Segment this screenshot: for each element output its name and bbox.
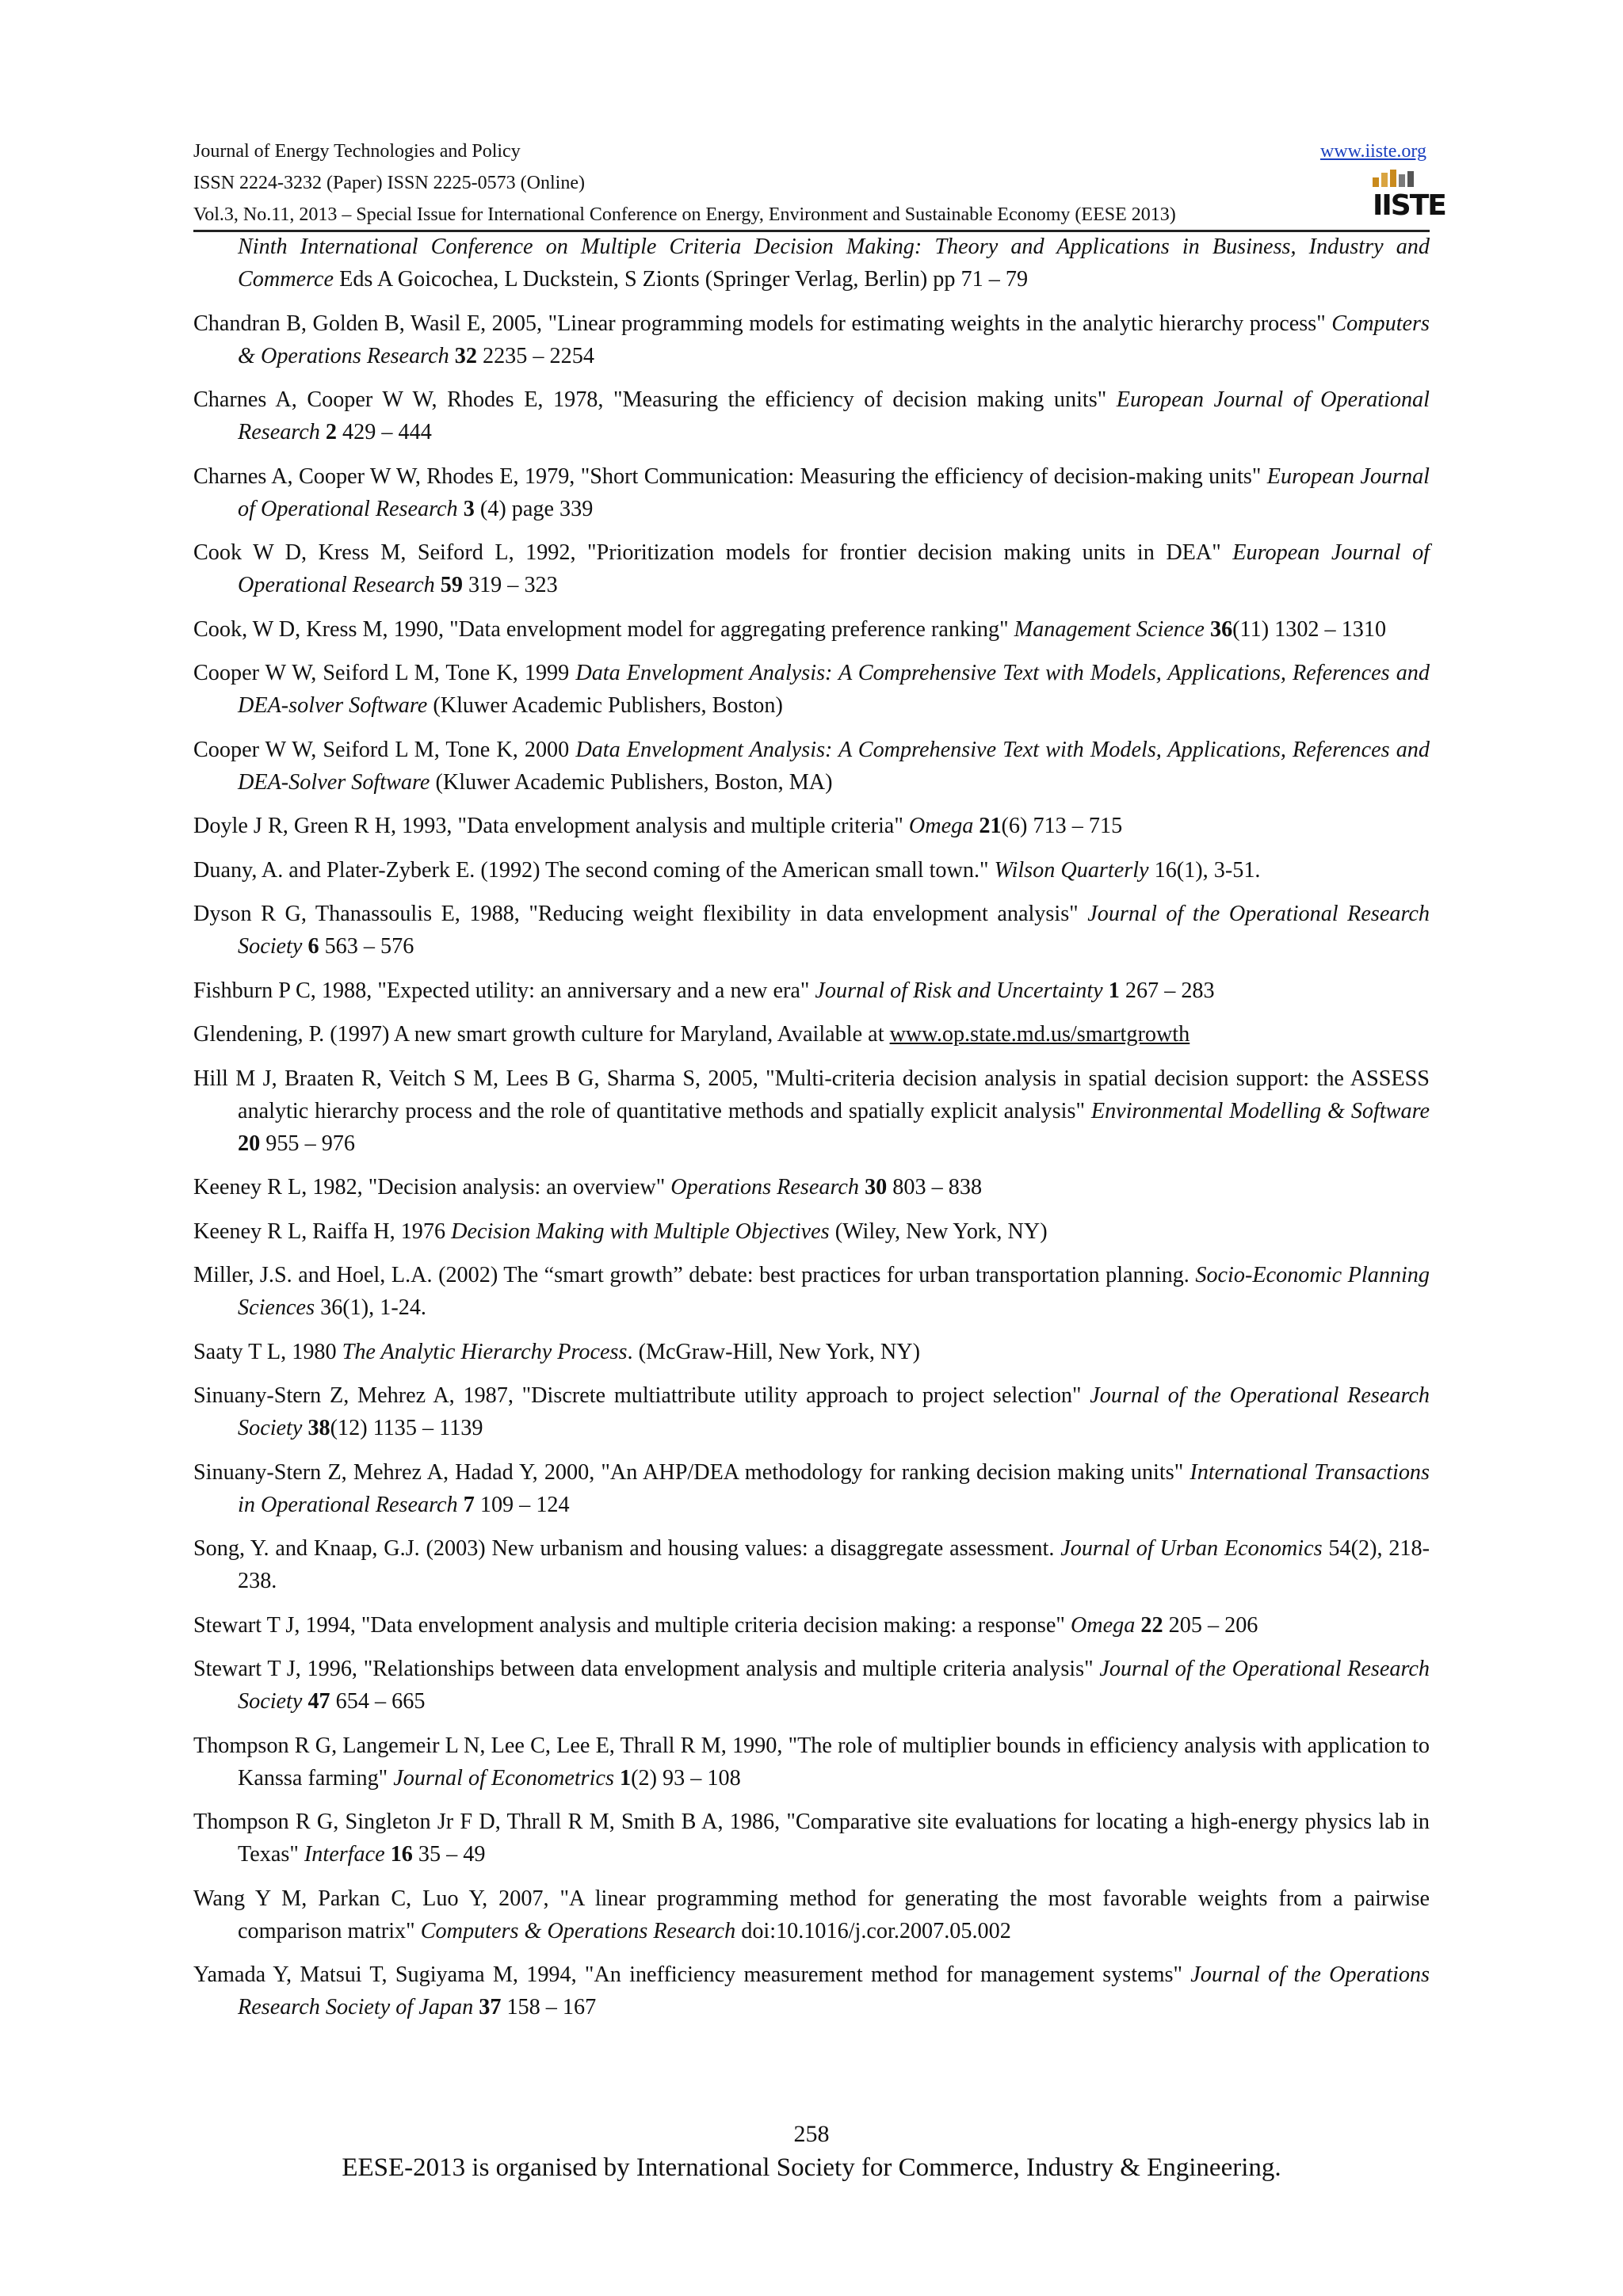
reference-text: Sinuany-Stern Z, Mehrez A, 1987, "Discrete multiattribute utility approach to project selection" Journal of the Operational Research Society 38(12) 1135 – 1139: [193, 1383, 1430, 1440]
reference-item: [193, 536, 1430, 601]
reference-text: Stewart T J, 1994, "Data envelopment analysis and multiple criteria decision making: a response" Omega 22 205 – 206: [193, 1612, 1258, 1638]
reference-text: Sinuany-Stern Z, Mehrez A, Hadad Y, 2000, "An AHP/DEA methodology for ranking decision making units" International Transactions in Operational Research 7 109 – 124: [193, 1459, 1430, 1517]
reference-item: [193, 1609, 1430, 1642]
reference-text: Cook, W D, Kress M, 1990, "Data envelopment model for aggregating preference ranking" Management Science 36(11) 1302 – 1310: [193, 616, 1387, 642]
reference-text: Saaty T L, 1980 The Analytic Hierarchy Process. (McGraw-Hill, New York, NY): [193, 1339, 921, 1364]
reference-text: Fishburn P C, 1988, "Expected utility: an anniversary and a new era" Journal of Risk and Uncertainty 1 267 – 283: [193, 978, 1215, 1003]
reference-item: [193, 974, 1430, 1007]
reference-text: Keeney R L, 1982, "Decision analysis: an overview" Operations Research 30 803 – 838: [193, 1175, 983, 1199]
reference-text: Thompson R G, Singleton Jr F D, Thrall R M, Smith B A, 1986, "Comparative site evaluations for locating a high-energy physics lab in Texas" Interface 16 35 – 49: [193, 1810, 1430, 1867]
reference-list: [193, 231, 1430, 2035]
reference-item: [193, 1806, 1430, 1871]
reference-text: Cook W D, Kress M, Seiford L, 1992, "Prioritization models for frontier decision making units in DEA" European Journal of Operational Research 59 319 – 323: [193, 540, 1430, 597]
reference-item: [193, 1653, 1430, 1718]
reference-item: [193, 231, 1430, 296]
reference-item: [193, 460, 1430, 525]
reference-text: Wang Y M, Parkan C, Luo Y, 2007, "A linear programming method for generating the most favorable weights from a pairwise comparison matrix" Computers & Operations Research doi:10.1016/j.cor.2007.05.002: [193, 1886, 1430, 1943]
reference-text: Hill M J, Braaten R, Veitch S M, Lees B G, Sharma S, 2005, "Multi-criteria decision analysis in spatial decision support: the ASSESS analytic hierarchy process and the role of quantitative methods and spatially explicit analysis" Environmental Modelling & Software 20 955 – 976: [193, 1066, 1430, 1156]
page-number: 258: [793, 2121, 830, 2147]
reference-item: [193, 307, 1430, 372]
reference-item: [193, 383, 1430, 448]
reference-text: Doyle J R, Green R H, 1993, "Data envelopment analysis and multiple criteria" Omega 21(6) 713 – 715: [193, 814, 1123, 838]
reference-text: Thompson R G, Langemeir L N, Lee C, Lee E, Thrall R M, 1990, "The role of multiplier bounds in efficiency analysis with application to Kanssa farming" Journal of Econometrics 1(2) 93 – 108: [193, 1733, 1430, 1791]
reference-item: [193, 1730, 1430, 1794]
reference-text: Charnes A, Cooper W W, Rhodes E, 1979, "Short Communication: Measuring the efficiency of decision-making units" European Journal of Operational Research 3 (4) page 339: [193, 463, 1430, 521]
reference-item: [193, 898, 1430, 963]
issn-line: ISSN 2224-3232 (Paper) ISSN 2225-0573 (Online): [193, 173, 585, 193]
reference-text: Keeney R L, Raiffa H, 1976 Decision Making with Multiple Objectives (Wiley, New York, NY): [193, 1219, 1048, 1244]
reference-item: [193, 1259, 1430, 1324]
reference-item: [193, 1215, 1430, 1248]
reference-item: [193, 657, 1430, 722]
logo-bars-icon: [1373, 170, 1423, 187]
reference-text: Cooper W W, Seiford L M, Tone K, 2000 Data Envelopment Analysis: A Comprehensive Text with Models, Applications, References and DEA-Solver Software (Kluwer Academic Publishers, Boston, MA): [193, 737, 1430, 795]
reference-text: Charnes A, Cooper W W, Rhodes E, 1978, "Measuring the efficiency of decision making units" European Journal of Operational Research 2 429 – 444: [193, 387, 1430, 444]
reference-item: [193, 1882, 1430, 1947]
reference-text: Duany, A. and Plater-Zyberk E. (1992) The second coming of the American small town." Wilson Quarterly 16(1), 3-51.: [193, 857, 1261, 883]
reference-item: [193, 613, 1430, 646]
reference-text: Stewart T J, 1996, "Relationships between data envelopment analysis and multiple criteria analysis" Journal of the Operational Research Society 47 654 – 665: [193, 1657, 1430, 1714]
journal-website-link[interactable]: www.iiste.org: [1320, 141, 1426, 162]
reference-text: Cooper W W, Seiford L M, Tone K, 1999 Data Envelopment Analysis: A Comprehensive Text with Models, Applications, References and DEA-solver Software (Kluwer Academic Publishers, Boston): [193, 661, 1430, 718]
reference-item: [193, 1958, 1430, 2023]
reference-item: [193, 810, 1430, 842]
reference-item: [193, 734, 1430, 799]
reference-text: Dyson R G, Thanassoulis E, 1988, "Reducing weight flexibility in data envelopment analysis" Journal of the Operational Research Society 6 563 – 576: [193, 902, 1430, 959]
logo-wordmark: IISTE: [1373, 189, 1445, 222]
reference-item: [193, 1171, 1430, 1203]
reference-text: Yamada Y, Matsui T, Sugiyama M, 1994, "An inefficiency measurement method for management systems" Journal of the Operations Research Society of Japan 37 158 – 167: [193, 1962, 1430, 2019]
reference-text: Glendening, P. (1997) A new smart growth culture for Maryland, Available at www.op.state.md.us/smartgrowth: [193, 1022, 1190, 1047]
reference-item: [193, 854, 1430, 887]
iiste-logo: [1373, 170, 1445, 228]
reference-item: [193, 1532, 1430, 1597]
footer-text: EESE-2013 is organised by International Society for Commerce, Industry & Engineering.: [342, 2153, 1281, 2182]
reference-text: Song, Y. and Knaap, G.J. (2003) New urbanism and housing values: a disaggregate assessment. Journal of Urban Economics 54(2), 218-238.: [193, 1536, 1430, 1593]
journal-title: Journal of Energy Technologies and Policy: [193, 141, 521, 162]
reference-item: [193, 1456, 1430, 1521]
volume-line: Vol.3, No.11, 2013 – Special Issue for International Conference on Energy, Environment and Sustainable Economy (EESE 2013): [193, 204, 1176, 225]
reference-item: [193, 1336, 1430, 1368]
reference-item: [193, 1062, 1430, 1160]
reference-item: [193, 1379, 1430, 1444]
reference-item: [193, 1018, 1430, 1051]
reference-text: Ninth International Conference on Multiple Criteria Decision Making: Theory and Applications in Business, Industry and Commerce Eds A Goicochea, L Duckstein, S Zionts (Springer Verlag, Berlin) pp 71 – 79: [238, 235, 1430, 292]
reference-text: Chandran B, Golden B, Wasil E, 2005, "Linear programming models for estimating weights in the analytic hierarchy process" Computers & Operations Research 32 2235 – 2254: [193, 311, 1430, 368]
reference-text: Miller, J.S. and Hoel, L.A. (2002) The “smart growth” debate: best practices for urban transportation planning. Socio-Economic Planning Sciences 36(1), 1-24.: [193, 1263, 1430, 1320]
